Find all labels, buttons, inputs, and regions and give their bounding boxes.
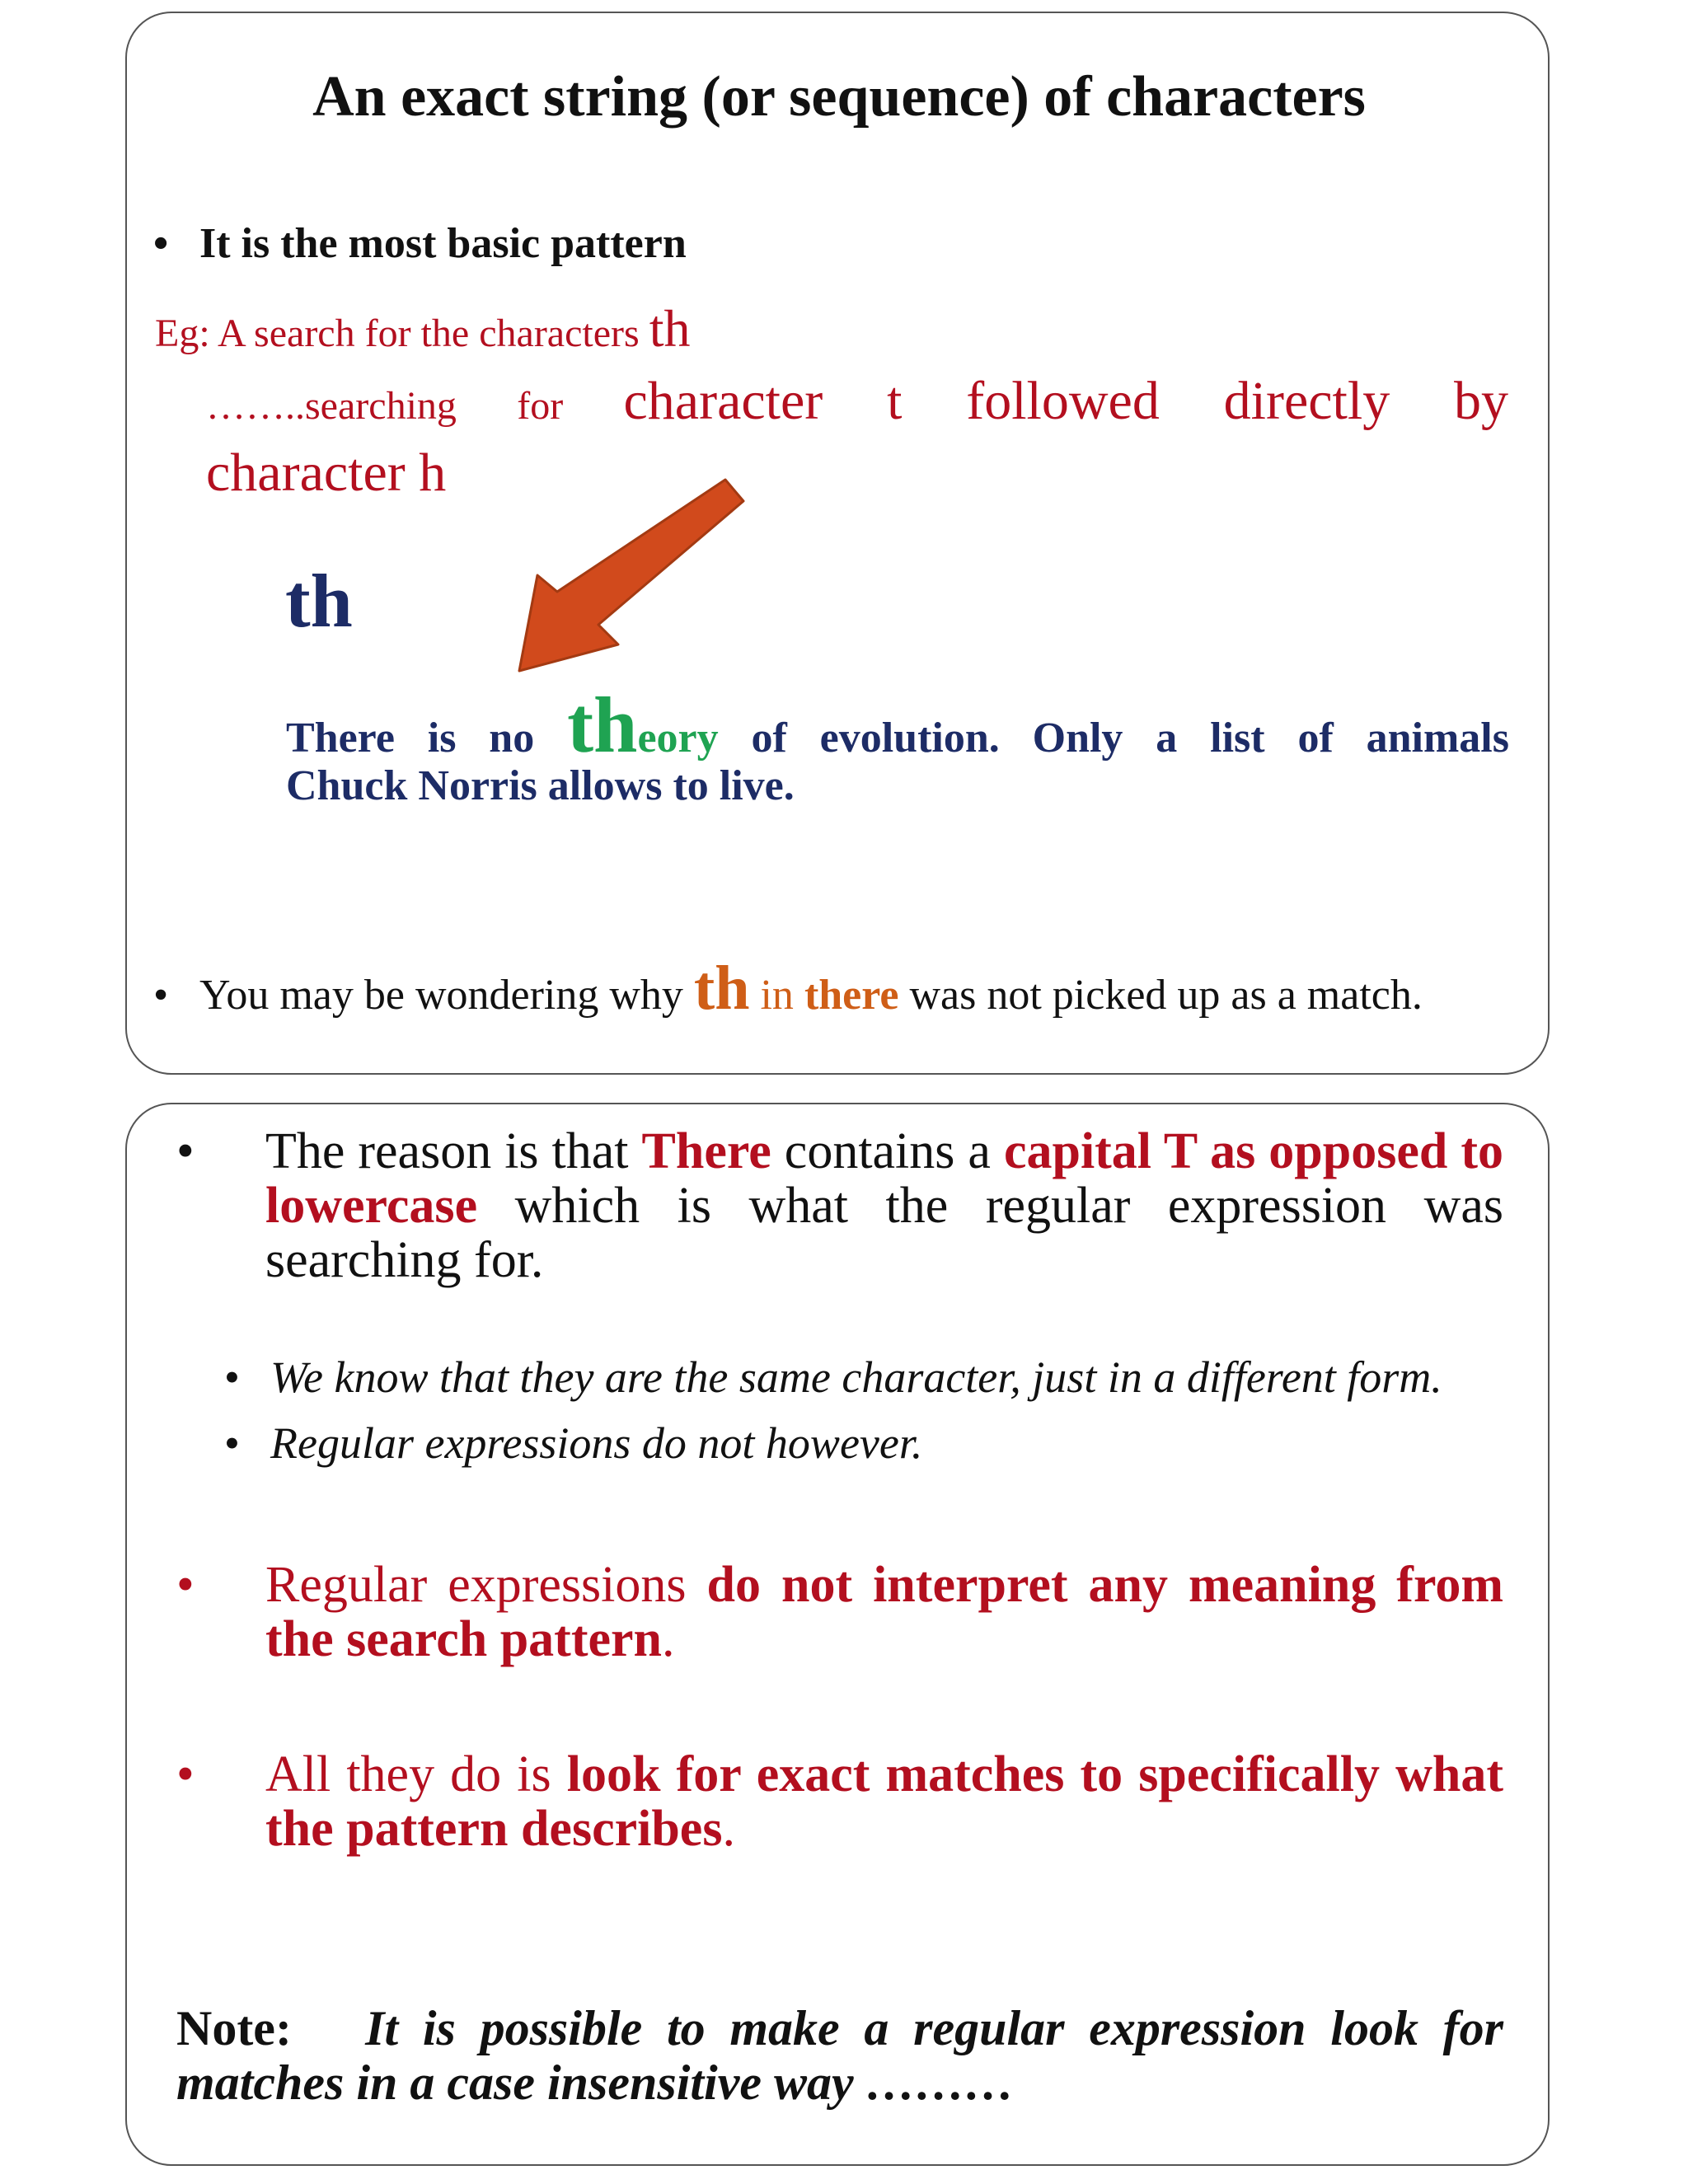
sub-bullet-regex-not bbox=[224, 1418, 922, 1469]
exact-matches-emphasis: look for exact matches to specifically what the pattern describes bbox=[265, 1746, 1504, 1857]
sub-bullet-same-character bbox=[224, 1352, 1442, 1403]
search-word: followed bbox=[966, 371, 1160, 431]
bullet2-there: there bbox=[804, 972, 899, 1019]
bullet-no-meaning bbox=[176, 1558, 1503, 1666]
top-slide-panel bbox=[125, 12, 1550, 1075]
sentence-post: of evolution. Only a list of animals bbox=[718, 715, 1509, 762]
bullet-exact-matches-text bbox=[265, 1747, 1503, 1856]
sentence-pre: There is no bbox=[286, 715, 568, 762]
arrow-pointer-icon bbox=[127, 13, 1551, 1076]
note-label: Note: bbox=[176, 2001, 292, 2055]
reason-pre: The reason is that bbox=[265, 1123, 642, 1179]
bullet-reason-text bbox=[265, 1124, 1503, 1287]
search-word: character bbox=[623, 371, 823, 431]
bullet2-th: th bbox=[693, 954, 750, 1023]
search-word: directly bbox=[1223, 371, 1390, 431]
pattern-th: th bbox=[285, 559, 353, 643]
sentence-match-th: th bbox=[567, 681, 638, 769]
reason-post: which is what the regular expression was searching for. bbox=[265, 1178, 1503, 1288]
no-meaning-pre: Regular expressions bbox=[265, 1557, 707, 1613]
note-body: It is possible to make a regular expression look for matches in a case insensitive way ……… bbox=[176, 2001, 1503, 2110]
bullet-icon: • bbox=[176, 1557, 195, 1613]
search-word: t bbox=[887, 371, 903, 431]
search-dots: ……..searching for bbox=[206, 384, 624, 428]
example-chars: th bbox=[649, 299, 691, 358]
sub-bullet-same-character-text: We know that they are the same character, just in a different form. bbox=[270, 1352, 1442, 1402]
search-word: by bbox=[1454, 371, 1509, 431]
bullet2-in: in bbox=[749, 972, 804, 1019]
bottom-slide-panel bbox=[125, 1103, 1550, 2166]
arrow-shape bbox=[519, 480, 743, 671]
example-label: Eg: A search for the characters bbox=[155, 312, 649, 355]
search-description-line2: character h bbox=[206, 443, 447, 503]
bullet-wondering bbox=[153, 953, 1423, 1024]
reason-emphasis: capital T as opposed to lowercase bbox=[265, 1123, 1504, 1234]
reason-there: There bbox=[641, 1123, 771, 1179]
no-meaning-emphasis: do not interpret any meaning from the search pattern bbox=[265, 1557, 1503, 1667]
exact-matches-pre: All they do is bbox=[265, 1746, 567, 1802]
sub-bullet-regex-not-text: Regular expressions do not however. bbox=[270, 1418, 923, 1468]
bullet-icon: • bbox=[153, 220, 169, 267]
example-sentence-line2: Chuck Norris allows to live. bbox=[286, 762, 795, 809]
bullet-reason bbox=[176, 1124, 1503, 1287]
bullet-exact-matches bbox=[176, 1747, 1503, 1856]
reason-mid: contains a bbox=[771, 1123, 1004, 1179]
bullet-icon: • bbox=[224, 1418, 240, 1468]
bullet-icon: • bbox=[224, 1352, 240, 1402]
note-paragraph bbox=[176, 2001, 1503, 2110]
bullet-icon: • bbox=[176, 1746, 195, 1802]
bullet2-pre: You may be wondering why bbox=[199, 972, 694, 1019]
bullet2-post: was not picked up as a match. bbox=[898, 972, 1423, 1019]
exact-matches-post: . bbox=[722, 1801, 735, 1857]
sentence-match-rest: eory bbox=[637, 715, 719, 762]
no-meaning-post: . bbox=[661, 1611, 675, 1667]
bullet-basic-pattern-text: It is the most basic pattern bbox=[199, 220, 687, 267]
slide-title: An exact string (or sequence) of characters bbox=[312, 65, 1366, 129]
bullet-icon: • bbox=[153, 972, 169, 1019]
bullet-icon: • bbox=[176, 1123, 195, 1179]
bullet-no-meaning-text bbox=[265, 1558, 1503, 1666]
